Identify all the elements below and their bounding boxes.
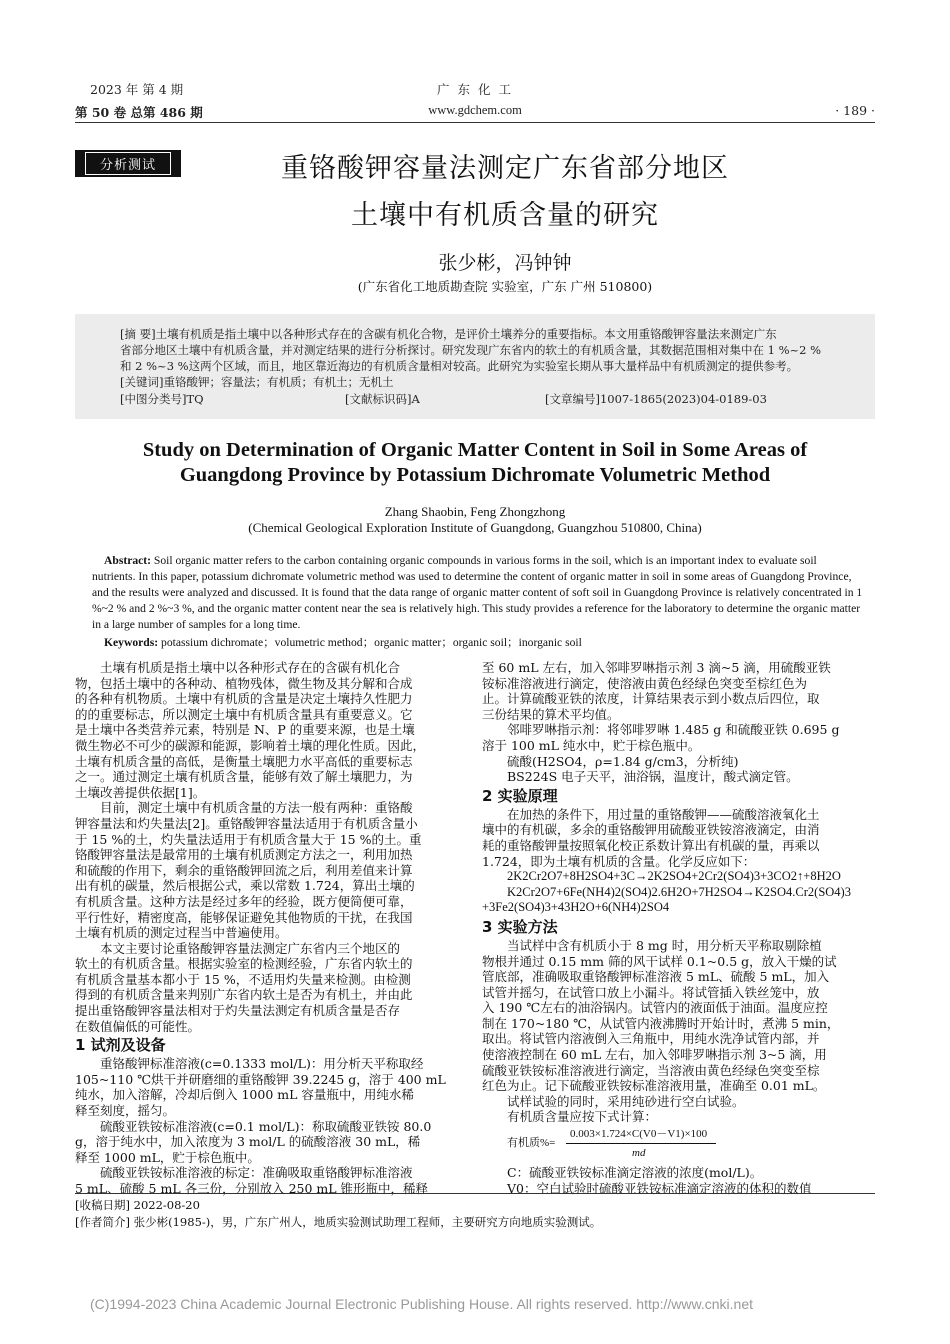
abstract-en-line: and the results were analyzed and discussed. It is found that the data range of organic matter content of soft soil in Guangdong Province is relatively concentrated in 1 [92, 586, 863, 599]
body-line: 取出。将试管内溶液倒入三角瓶中，用纯水洗净试管内部，并 [482, 1031, 820, 1047]
body-line: 在数值偏低的可能性。 [75, 1018, 201, 1034]
body-line: 试样试验的同时，采用纯砂进行空白试验。 [507, 1093, 745, 1109]
header-rule [75, 122, 875, 123]
affiliation-cn: (广东省化工地质勘查院 实验室，广东 广州 510800) [357, 279, 653, 294]
body-line: BS224S 电子天平，油浴锅，温度计，酸式滴定管。 [507, 769, 799, 785]
body-line: 耗的重铬酸钾量按照氧化校正系数计算出有机碳的量，再乘以 [482, 837, 820, 853]
body-line: 土壤改善提供依据[1]。 [75, 784, 206, 800]
affiliation-en: (Chemical Geological Exploration Institute of Guangdong, Guangzhou 510800, China) [248, 520, 702, 535]
body-line: V0：空白试验时硫酸亚铁铵标准滴定溶液的体积的数值 [507, 1180, 812, 1196]
body-line: 壤中的有机碳，多余的重铬酸钾用硫酸亚铁铵溶液滴定，由消 [482, 822, 820, 838]
copyright-notice: (C)1994-2023 China Academic Journal Electronic Publishing House. All rights reserved. http://www.cnki.net [90, 1296, 753, 1312]
abstract-en-line: nutrients. In this paper, potassium dichromate volumetric method was used to determine the content of organic matter in soil in some areas of Guangdong Province, [92, 570, 852, 583]
body-line: 止。计算硫酸亚铁的浓度，计算结果表示到小数点后四位，取 [482, 691, 820, 707]
body-line: 有机质含量。这种方法是经过多年的经验，既方便简便可靠， [75, 893, 413, 909]
body-line: 是土壤中各类营养元素，特别是 N、P 的重要来源，也是土壤 [75, 722, 415, 738]
abstract-cn-line: 省部分地区土壤中有机质含量，并对测定结果的进行分析探讨。研究发现广东省内的软土的有机质含量，其数据范围相对集中在 1 %~2 % [120, 343, 822, 357]
body-line: 钾容量法和灼失量法[2]。重铬酸钾容量法适用于有机质含量小 [75, 815, 418, 831]
body-line: 溶于 100 mL 纯水中，贮于棕色瓶中。 [482, 737, 701, 753]
authors-cn: 张少彬，冯钟钟 [438, 252, 572, 274]
abstract-en-label: Abstract: [104, 554, 152, 567]
body-line: 重铬酸钾标准溶液(c=0.1333 mol/L)：用分析天平称取经 [100, 1056, 424, 1072]
body-line: 铬酸钾容量法是最常用的土壤有机质测定方法之一，利用加热 [75, 847, 413, 863]
body-line: 有机质含量应按下式计算： [507, 1109, 658, 1125]
journal-issue: 2023 年 第 4 期 [90, 82, 184, 97]
formula-block [482, 1125, 877, 1165]
right-column [482, 660, 877, 1196]
abstract-en-line: in a large number of samples for a long time. [92, 618, 301, 631]
abstract-en-line: Abstract: Soil organic matter refers to the carbon containing organic compounds in various forms in the soil, which is an important index to evaluate soil [104, 554, 817, 567]
body-line: 铵标准溶液进行滴定，使溶液由黄色经绿色突变至棕红色为 [482, 675, 808, 691]
document-code: [文献标识码]A [345, 392, 420, 406]
body-line: 邻啡罗啉指示剂：将邻啡罗啉 1.485 g 和硫酸亚铁 0.695 g [507, 722, 840, 738]
body-line: 土壤有机质是指土壤中以各种形式存在的含碳有机化合 [100, 660, 401, 675]
title-cn-line-1: 重铬酸钾容量法测定广东省部分地区 [281, 153, 729, 184]
body-line: 至 60 mL 左右，加入邻啡罗啉指示剂 3 滴~5 滴，用硫酸亚铁 [482, 660, 831, 675]
body-line: 硫酸(H2SO4，ρ=1.84 g/cm3，分析纯) [507, 753, 739, 769]
body-line: 三份结果的算术平均值。 [482, 706, 620, 722]
body-line: 土壤有机质的测定过程当中普遍使用。 [75, 925, 288, 941]
left-column [75, 660, 465, 1197]
body-line: 于 15 %的土，灼失量法适用于有机质含量大于 15 %的土。重 [75, 831, 422, 847]
abstract-cn-box [75, 314, 875, 419]
body-line: 的的重要标志，所以测定土壤中有机质含量具有重要意义。它 [75, 706, 413, 722]
body-line: 提出重铬酸钾容量法相对于灼失量法测定有机质含量是否存 [75, 1003, 401, 1019]
footnote-rule [75, 1193, 875, 1194]
body-line: 1.724，即为土壤有机质的含量。化学反应如下： [482, 853, 756, 869]
abstract-cn-line: 和 2 %~3 %这两个区域，而且，地区靠近海边的有机质含量相对较高。此研究为实验室长期从事大量样品中有机质测定的提供参考。 [120, 359, 799, 373]
keywords-cn: [关键词]重铬酸钾；容量法；有机质；有机土；无机土 [120, 375, 394, 389]
section-heading-3: 3 实验方法 [482, 917, 558, 936]
journal-website: www.gdchem.com [428, 103, 522, 117]
title-en-line-2: Guangdong Province by Potassium Dichromate Volumetric Method [179, 464, 771, 486]
body-line: 之一。通过测定土壤有机质含量，能够有效了解土壤肥力，为 [75, 769, 413, 785]
body-line: 的各种有机物质。土壤中有机质的含量是决定土壤持久性肥力 [75, 691, 413, 707]
article-number: [文章编号]1007-1865(2023)04-0189-03 [545, 392, 767, 406]
formula-lhs: 有机质%= [507, 1137, 556, 1150]
body-line: 物根并通过 0.15 mm 筛的风干试样 0.1~0.5 g，放入干燥的试 [482, 953, 837, 969]
abstract-cn-line: [摘 要]土壤有机质是指土壤中以各种形式存在的含碳有机化合物，是评价土壤养分的重要指标。本文用重铬酸钾容量法来测定广东 [120, 327, 777, 341]
body-line: 制在 170~180 ℃，从试管内液沸腾时开始计时，煮沸 5 min， [482, 1015, 840, 1031]
section-heading-1: 1 试剂及设备 [75, 1036, 166, 1055]
body-line: 和硫酸的作用下，剩余的重铬酸钾回流之后，利用差值来计算 [75, 862, 413, 878]
section-heading-2: 2 实验原理 [482, 786, 558, 805]
abstract-en-line: %~2 % and 2 %~3 %, and the organic matter content near the sea is relatively high. This study provides a reference for the laboratory to determine the organic matter [92, 602, 861, 615]
formula-denominator: md [632, 1147, 646, 1160]
body-line: 释至 1000 mL，贮于棕色瓶中。 [75, 1149, 260, 1165]
body-line: g，溶于纯水中，加入浓度为 3 mol/L 的硫酸溶液 30 mL，稀 [75, 1134, 421, 1150]
reaction-equation-2: K2Cr2O7+6Fe(NH4)2(SO4)2.6H2O+7H2SO4→K2SO4.Cr2(SO4)3 [507, 884, 851, 899]
body-line: 得到的有机质含量来判别广东省内软土是否为有机土，并由此 [75, 987, 413, 1003]
page-number: · 189 · [835, 103, 875, 118]
body-line: 本文主要讨论重铬酸钾容量法测定广东省内三个地区的 [100, 940, 401, 956]
formula-fraction-bar [566, 1143, 716, 1144]
body-line: 纯水，加入溶解，冷却后倒入 1000 mL 容量瓶中，用纯水稀 [75, 1087, 414, 1103]
authors-en: Zhang Shaobin, Feng Zhongzhong [384, 504, 566, 519]
clc-number: [中图分类号]TQ [120, 392, 204, 406]
body-line: 硫酸亚铁铵标准溶液进行滴定，当溶液由黄色经绿色突变至棕 [482, 1062, 820, 1078]
body-line: 入 190 ℃左右的油浴锅内。试管内的液面低于油面。温度应控 [482, 1000, 828, 1016]
body-line: C：硫酸亚铁铵标准滴定溶液的浓度(mol/L)。 [507, 1165, 763, 1181]
body-line: 出有机的碳量，然后根据公式，乘以常数 1.724，算出土壤的 [75, 878, 415, 894]
received-date: [收稿日期] 2022-08-20 [75, 1198, 200, 1212]
body-line: 平行性好，精密度高，能够保证避免其他物质的干扰，在我国 [75, 909, 413, 925]
journal-volume: 第 50 卷 总第 486 期 [75, 105, 203, 120]
body-line: 5 mL、硫酸 5 mL 各三份，分别放入 250 mL 锥形瓶中，稀释 [75, 1181, 429, 1196]
body-line: 使溶液控制在 60 mL 左右，加入邻啡罗啉指示剂 3~5 滴，用 [482, 1047, 827, 1063]
keywords-en: Keywords: potassium dichromate；volumetric method；organic matter；organic soil；inorganic soil [104, 636, 582, 649]
body-line: 试管并摇匀，在试管口放上小漏斗。将试管插入铁丝笼中，放 [482, 984, 820, 1000]
formula-numerator: 0.003×1.724×C(V0－V1)×100 [570, 1128, 708, 1141]
author-bio: [作者简介] 张少彬(1985-)，男，广东广州人，地质实验测试助理工程师，主要研究方向地质实验测试。 [75, 1215, 602, 1229]
body-line: 微生物必不可少的碳源和能源，影响着土壤的理化性质。因此， [75, 737, 426, 753]
body-line: 当试样中含有机质小于 8 mg 时，用分析天平称取剔除植 [507, 937, 822, 953]
body-line: 105~110 ℃烘干并研磨细的重铬酸钾 39.2245 g，溶于 400 mL [75, 1071, 446, 1087]
body-line: 在加热的条件下，用过量的重铬酸钾——硫酸溶液氧化土 [507, 806, 820, 822]
title-cn-line-2: 土壤中有机质含量的研究 [351, 200, 659, 231]
body-line: 释至刻度，摇匀。 [75, 1103, 176, 1119]
keywords-en-label: Keywords: [104, 636, 159, 649]
title-en-line-1: Study on Determination of Organic Matter Content in Soil in Some Areas of [142, 439, 808, 461]
body-line: 物，包括土壤中的各种动、植物残体，微生物及其分解和合成 [75, 675, 413, 691]
reaction-equation-1: 2K2Cr2O7+8H2SO4+3C→2K2SO4+2Cr2(SO4)3+3CO2↑+8H2O [507, 869, 841, 884]
journal-name: 广 东 化 工 [437, 82, 513, 97]
body-line: 土壤有机质含量的高低，是衡量土壤肥力水平高低的重要标志 [75, 753, 413, 769]
body-line: 目前，测定土壤中有机质含量的方法一般有两种：重铬酸 [100, 800, 413, 816]
section-tag: 分析测试 [75, 150, 181, 177]
body-line: 硫酸亚铁铵标准溶液的标定：准确吸取重铬酸钾标准溶液 [100, 1165, 413, 1181]
body-line: 管底部，准确吸取重铬酸钾标准溶液 5 mL、硫酸 5 mL，加入 [482, 969, 830, 985]
reaction-equation-2-cont: +3Fe2(SO4)3+43H2O+6(NH4)2SO4 [482, 900, 670, 915]
body-line: 有机质含量基本都小于 15 %，不适用灼失量来检测。由检测 [75, 971, 411, 987]
body-line: 软土的有机质含量。根据实验室的检测经验，广东省内软土的 [75, 956, 413, 972]
body-line: 红色为止。记下硫酸亚铁铵标准溶液用量，准确至 0.01 mL。 [482, 1078, 826, 1094]
body-line: 硫酸亚铁铵标准溶液(c=0.1 mol/L)：称取硫酸亚铁铵 80.0 [100, 1118, 432, 1134]
